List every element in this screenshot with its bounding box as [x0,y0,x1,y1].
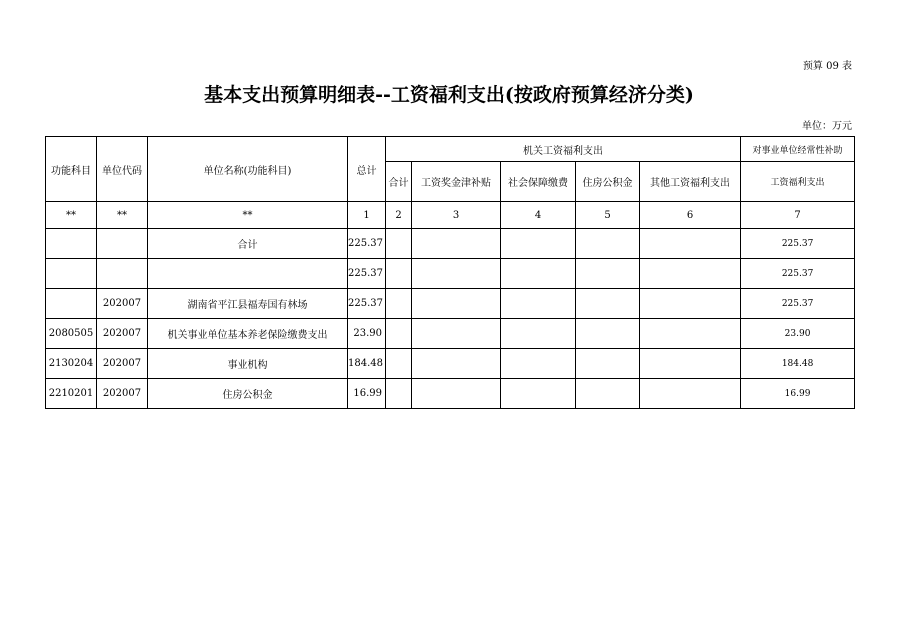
cell-func-code: 2080505 [46,319,97,349]
table-row [46,259,855,289]
cell-func-code [46,259,97,289]
cell-unit-name: 事业机构 [148,349,348,379]
cell-social-security [501,349,576,379]
cell-other-welfare [640,319,741,349]
cell-wage-bonus [412,379,501,409]
unit-label: 单位：万元 [802,121,852,132]
cell-subsidy-welfare: 184.48 [741,349,855,379]
index-cell: ** [46,202,97,229]
cell-func-code [46,229,97,259]
cell-subsidy-welfare: 225.37 [741,289,855,319]
cell-wage-bonus [412,349,501,379]
header-group-subsidy: 对事业单位经常性补助 [741,137,855,162]
header-unit-name: 单位名称(功能科目) [148,137,348,202]
cell-housing-fund [576,289,640,319]
cell-sub-total [386,229,412,259]
index-cell: ** [148,202,348,229]
cell-total: 16.99 [348,379,386,409]
cell-unit-name: 机关事业单位基本养老保险缴费支出 [148,319,348,349]
cell-social-security [501,319,576,349]
cell-unit-name [148,259,348,289]
cell-unit-code [97,259,148,289]
index-cell: 6 [640,202,741,229]
cell-unit-code: 202007 [97,379,148,409]
header-subsidy-welfare: 工资福利支出 [741,162,855,202]
header-social-security: 社会保障缴费 [501,162,576,202]
table-row [46,349,855,379]
header-sub-total: 合计 [386,162,412,202]
cell-total: 225.37 [348,229,386,259]
cell-total: 184.48 [348,349,386,379]
index-cell: ** [97,202,148,229]
cell-other-welfare [640,379,741,409]
cell-unit-code: 202007 [97,349,148,379]
table-row [46,379,855,409]
cell-wage-bonus [412,319,501,349]
index-cell: 2 [386,202,412,229]
cell-wage-bonus [412,229,501,259]
index-cell: 3 [412,202,501,229]
cell-social-security [501,289,576,319]
cell-housing-fund [576,319,640,349]
cell-unit-name: 合计 [148,229,348,259]
form-number: 预算 09 表 [802,61,852,72]
table-row [46,229,855,259]
cell-sub-total [386,379,412,409]
cell-housing-fund [576,349,640,379]
header-total: 总计 [348,137,386,202]
cell-subsidy-welfare: 23.90 [741,319,855,349]
budget-table [45,136,855,409]
cell-total: 23.90 [348,319,386,349]
index-cell: 1 [348,202,386,229]
index-row [46,202,855,229]
table-row [46,289,855,319]
page-title: 基本支出预算明细表--工资福利支出(按政府预算经济分类) [204,84,694,106]
header-housing-fund: 住房公积金 [576,162,640,202]
cell-subsidy-welfare: 225.37 [741,229,855,259]
table-row [46,319,855,349]
header-other-welfare: 其他工资福利支出 [640,162,741,202]
cell-housing-fund [576,379,640,409]
index-cell: 7 [741,202,855,229]
header-func-code: 功能科目 [46,137,97,202]
index-cell: 4 [501,202,576,229]
cell-sub-total [386,319,412,349]
cell-unit-name: 湖南省平江县福寿国有林场 [148,289,348,319]
cell-other-welfare [640,259,741,289]
cell-func-code [46,289,97,319]
cell-unit-code [97,229,148,259]
header-wage-bonus: 工资奖金津补贴 [412,162,501,202]
index-cell: 5 [576,202,640,229]
cell-other-welfare [640,289,741,319]
cell-wage-bonus [412,289,501,319]
cell-wage-bonus [412,259,501,289]
cell-subsidy-welfare: 16.99 [741,379,855,409]
cell-unit-code: 202007 [97,319,148,349]
cell-sub-total [386,349,412,379]
cell-social-security [501,379,576,409]
cell-unit-name: 住房公积金 [148,379,348,409]
header-group-agency: 机关工资福利支出 [386,137,741,162]
cell-func-code: 2130204 [46,349,97,379]
cell-subsidy-welfare: 225.37 [741,259,855,289]
cell-func-code: 2210201 [46,379,97,409]
cell-total: 225.37 [348,289,386,319]
header-row-1 [46,137,855,162]
cell-other-welfare [640,229,741,259]
cell-social-security [501,229,576,259]
cell-housing-fund [576,229,640,259]
cell-unit-code: 202007 [97,289,148,319]
cell-sub-total [386,289,412,319]
cell-sub-total [386,259,412,289]
header-unit-code: 单位代码 [97,137,148,202]
cell-other-welfare [640,349,741,379]
cell-social-security [501,259,576,289]
cell-housing-fund [576,259,640,289]
cell-total: 225.37 [348,259,386,289]
